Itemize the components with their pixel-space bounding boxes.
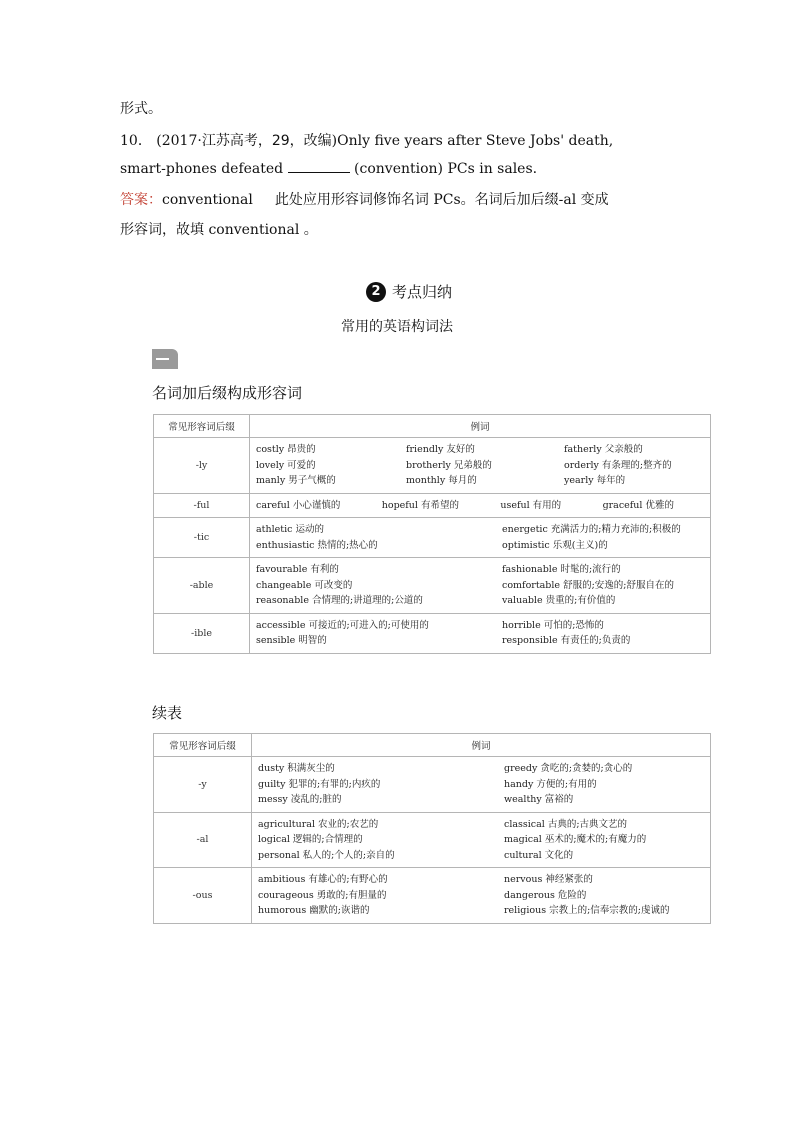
answer-blank[interactable] xyxy=(288,160,350,173)
suffix-cell: -ous xyxy=(154,868,252,924)
suffix-cell: -tic xyxy=(154,518,250,558)
section-subtitle: 常用的英语构词法 xyxy=(341,319,453,335)
example-word: hopeful 有希望的 xyxy=(381,499,459,511)
examples-cell xyxy=(250,558,711,614)
examples-cell xyxy=(252,812,711,868)
table-row xyxy=(154,493,711,518)
example-word: humorous 幽默的;诙谐的 xyxy=(258,905,370,916)
suffix-cell: -able xyxy=(154,558,250,614)
example-word: cultural 文化的 xyxy=(504,849,574,861)
example-word: enthusiastic 热情的;热心的 xyxy=(256,539,378,551)
example-word: energetic 充满活力的;精力充沛的;积极的 xyxy=(502,524,681,535)
example-word: lovely 可爱的 xyxy=(256,459,316,471)
example-word: logical 逻辑的;合情理的 xyxy=(258,834,363,845)
part2-title: 续表 xyxy=(152,704,183,722)
table-row xyxy=(154,812,711,868)
col-header-examples: 例词 xyxy=(250,415,711,438)
example-word: friendly 友好的 xyxy=(406,444,475,455)
col-header-suffix: 常见形容词后缀 xyxy=(154,415,250,438)
example-word: valuable 贵重的;有价值的 xyxy=(502,595,616,606)
example-word: personal 私人的;个人的;亲自的 xyxy=(258,849,395,861)
example-word: manly 男子气概的 xyxy=(256,475,336,486)
example-word: horrible 可怕的;恐怖的 xyxy=(502,619,604,631)
question-line-1: 10． (2017·江苏高考，29，改编)Only five years after Steve Jobs' death, xyxy=(120,133,614,149)
examples-cell xyxy=(250,438,711,494)
example-word: wealthy 富裕的 xyxy=(504,794,574,805)
suffix-table-2 xyxy=(153,733,711,924)
examples-cell xyxy=(250,518,711,558)
example-word: handy 方便的;有用的 xyxy=(504,778,597,790)
answer-explain-1: 此处应用形容词修饰名词 PCs。名词后加后缀-al 变成 xyxy=(274,192,609,208)
examples-cell xyxy=(252,757,711,813)
example-word: favourable 有利的 xyxy=(256,564,339,575)
example-word: reasonable 合情理的;讲道理的;公道的 xyxy=(256,595,423,606)
col-header-suffix: 常见形容词后缀 xyxy=(154,734,252,757)
example-word: graceful 优雅的 xyxy=(602,499,674,511)
example-word: dangerous 危险的 xyxy=(504,889,587,901)
example-word: optimistic 乐观(主义)的 xyxy=(502,539,608,551)
suffix-cell: -y xyxy=(154,757,252,813)
col-header-examples: 例词 xyxy=(252,734,711,757)
suffix-cell: -ful xyxy=(154,493,250,518)
question-line-2: smart-phones defeated (convention) PCs in sales. xyxy=(120,161,538,177)
answer-label: 答案： xyxy=(120,192,162,208)
suffix-cell: -ible xyxy=(154,613,250,653)
example-word: responsible 有责任的;负责的 xyxy=(502,635,631,646)
suffix-table-1 xyxy=(153,414,711,654)
answer-word: conventional xyxy=(162,192,253,208)
section-title: 考点归纳 xyxy=(392,283,453,301)
example-word: orderly 有条理的;整齐的 xyxy=(564,459,672,471)
example-word: brotherly 兄弟般的 xyxy=(406,459,492,471)
example-word: greedy 贪吃的;贪婪的;贪心的 xyxy=(504,763,633,774)
example-word: yearly 每年的 xyxy=(564,475,626,486)
example-word: nervous 神经紧张的 xyxy=(504,874,593,885)
example-word: careful 小心谨慎的 xyxy=(256,499,341,511)
question-source: 江苏高考，29，改编 xyxy=(201,133,332,149)
examples-cell xyxy=(250,493,711,518)
part1-title: 名词加后缀构成形容词 xyxy=(152,384,303,402)
example-word: fashionable 时髦的;流行的 xyxy=(502,564,621,575)
table-row xyxy=(154,613,711,653)
section-heading xyxy=(366,281,452,302)
example-word: messy 凌乱的;脏的 xyxy=(258,794,342,805)
table-row xyxy=(154,558,711,614)
table-row xyxy=(154,438,711,494)
example-word: ambitious 有雄心的;有野心的 xyxy=(258,874,388,885)
example-word: accessible 可接近的;可进入的;可使用的 xyxy=(256,619,429,631)
example-word: religious 宗教上的;信奉宗教的;虔诚的 xyxy=(504,905,670,916)
suffix-cell: -al xyxy=(154,812,252,868)
answer-line-1 xyxy=(120,189,609,209)
example-word: costly 昂贵的 xyxy=(256,444,316,455)
question-text-1: )Only five years after Steve Jobs' death, xyxy=(331,133,614,149)
example-word: dusty 积满灰尘的 xyxy=(258,763,335,774)
table-row xyxy=(154,868,711,924)
answer-explain-2: 形容词，故填 conventional 。 xyxy=(120,222,318,238)
example-word: fatherly 父亲般的 xyxy=(564,444,643,455)
section-number-badge: 2 xyxy=(366,282,386,302)
intro-tail: 形式。 xyxy=(120,101,162,117)
example-word: comfortable 舒服的;安逸的;舒服自在的 xyxy=(502,579,674,591)
example-word: courageous 勇敢的;有胆量的 xyxy=(258,889,387,901)
example-word: athletic 运动的 xyxy=(256,524,324,535)
part-one-icon xyxy=(152,349,178,369)
examples-cell xyxy=(252,868,711,924)
example-word: useful 有用的 xyxy=(500,499,562,511)
example-word: monthly 每月的 xyxy=(406,475,477,486)
examples-cell xyxy=(250,613,711,653)
example-word: guilty 犯罪的;有罪的;内疚的 xyxy=(258,778,381,790)
suffix-cell: -ly xyxy=(154,438,250,494)
example-word: agricultural 农业的;农艺的 xyxy=(258,818,379,830)
example-word: changeable 可改变的 xyxy=(256,579,353,591)
table-row xyxy=(154,518,711,558)
example-word: sensible 明智的 xyxy=(256,635,327,646)
question-number: 10． xyxy=(120,133,152,149)
table-row xyxy=(154,757,711,813)
example-word: magical 巫术的;魔术的;有魔力的 xyxy=(504,834,647,845)
example-word: classical 古典的;古典文艺的 xyxy=(504,818,628,830)
